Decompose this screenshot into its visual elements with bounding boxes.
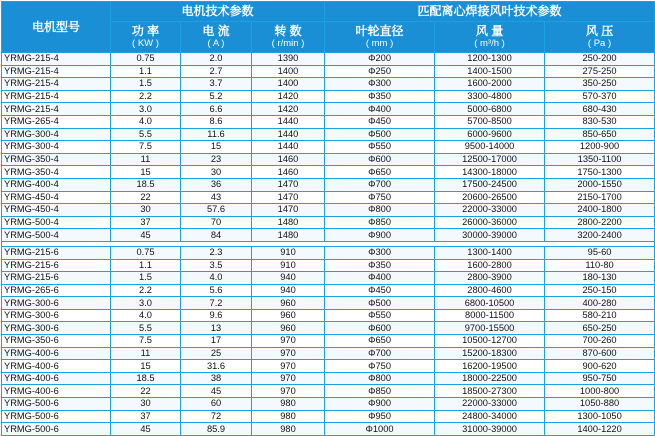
cell-power: 22 <box>111 385 181 398</box>
cell-model: YRMG-215-4 <box>2 65 111 78</box>
cell-model: YRMG-215-4 <box>2 78 111 91</box>
cell-diameter: Φ750 <box>325 191 435 204</box>
header-airflow <box>435 22 545 53</box>
cell-diameter: Φ300 <box>325 246 435 259</box>
cell-pressure: 1300-1050 <box>545 410 655 423</box>
table-row <box>2 347 655 360</box>
cell-power: 30 <box>111 398 181 411</box>
header-current <box>181 22 252 53</box>
cell-airflow: 9700-15500 <box>435 322 545 335</box>
table-row <box>2 272 655 285</box>
cell-airflow: 5000-6800 <box>435 103 545 116</box>
cell-pressure: 1000-800 <box>545 385 655 398</box>
cell-diameter: Φ900 <box>325 229 435 242</box>
cell-current: 7.2 <box>181 297 252 310</box>
cell-airflow: 6800-10500 <box>435 297 545 310</box>
cell-power: 45 <box>111 423 181 436</box>
cell-speed: 1480 <box>252 216 325 229</box>
cell-diameter: Φ500 <box>325 297 435 310</box>
cell-pressure: 400-280 <box>545 297 655 310</box>
cell-speed: 1480 <box>252 229 325 242</box>
cell-pressure: 2400-1800 <box>545 204 655 217</box>
table-row <box>2 372 655 385</box>
table-row <box>2 141 655 154</box>
table-row <box>2 191 655 204</box>
cell-model: YRMG-500-6 <box>2 423 111 436</box>
table-row <box>2 423 655 436</box>
cell-current: 57.6 <box>181 204 252 217</box>
header-power <box>111 22 181 53</box>
cell-power: 2.2 <box>111 90 181 103</box>
table-body <box>2 53 655 436</box>
cell-speed: 1400 <box>252 65 325 78</box>
cell-power: 30 <box>111 204 181 217</box>
cell-power: 3.0 <box>111 297 181 310</box>
cell-model: YRMG-400-6 <box>2 360 111 373</box>
table-row <box>2 204 655 217</box>
cell-airflow: 1400-1500 <box>435 65 545 78</box>
cell-diameter: Φ450 <box>325 284 435 297</box>
cell-current: 6.6 <box>181 103 252 116</box>
cell-pressure: 250-200 <box>545 53 655 66</box>
cell-airflow: 18500-27300 <box>435 385 545 398</box>
motor-spec-table <box>1 1 655 436</box>
cell-power: 22 <box>111 191 181 204</box>
table-row <box>2 178 655 191</box>
cell-model: YRMG-300-4 <box>2 141 111 154</box>
cell-airflow: 24800-34000 <box>435 410 545 423</box>
cell-current: 11.6 <box>181 128 252 141</box>
cell-power: 3.0 <box>111 103 181 116</box>
cell-pressure: 580-210 <box>545 309 655 322</box>
cell-pressure: 850-650 <box>545 128 655 141</box>
cell-model: YRMG-400-6 <box>2 347 111 360</box>
cell-power: 11 <box>111 347 181 360</box>
cell-power: 18.5 <box>111 372 181 385</box>
cell-model: YRMG-400-6 <box>2 372 111 385</box>
table-row <box>2 322 655 335</box>
cell-airflow: 9500-14000 <box>435 141 545 154</box>
cell-speed: 970 <box>252 372 325 385</box>
cell-airflow: 1200-1300 <box>435 53 545 66</box>
table-row <box>2 229 655 242</box>
table-row <box>2 297 655 310</box>
cell-pressure: 650-250 <box>545 322 655 335</box>
cell-diameter: Φ200 <box>325 53 435 66</box>
cell-diameter: Φ550 <box>325 309 435 322</box>
cell-diameter: Φ650 <box>325 335 435 348</box>
cell-airflow: 12500-17000 <box>435 153 545 166</box>
cell-current: 4.0 <box>181 272 252 285</box>
cell-pressure: 900-620 <box>545 360 655 373</box>
header-power-label: 功 率 <box>131 24 160 38</box>
cell-pressure: 700-260 <box>545 335 655 348</box>
cell-pressure: 350-250 <box>545 78 655 91</box>
cell-power: 15 <box>111 360 181 373</box>
cell-pressure: 1350-1100 <box>545 153 655 166</box>
cell-pressure: 180-130 <box>545 272 655 285</box>
cell-pressure: 95-60 <box>545 246 655 259</box>
cell-power: 18.5 <box>111 178 181 191</box>
cell-pressure: 1050-880 <box>545 398 655 411</box>
header-diameter-unit: ( mm ) <box>365 38 394 49</box>
cell-airflow: 22000-33000 <box>435 204 545 217</box>
table-row <box>2 246 655 259</box>
cell-current: 84 <box>181 229 252 242</box>
header-speed <box>252 22 325 53</box>
cell-current: 9.6 <box>181 309 252 322</box>
table-row <box>2 216 655 229</box>
cell-current: 60 <box>181 398 252 411</box>
cell-speed: 970 <box>252 385 325 398</box>
cell-current: 2.3 <box>181 246 252 259</box>
cell-current: 85.9 <box>181 423 252 436</box>
cell-airflow: 5700-8500 <box>435 115 545 128</box>
cell-current: 72 <box>181 410 252 423</box>
cell-power: 37 <box>111 410 181 423</box>
table-row <box>2 115 655 128</box>
cell-model: YRMG-450-4 <box>2 191 111 204</box>
cell-current: 25 <box>181 347 252 360</box>
cell-diameter: Φ300 <box>325 78 435 91</box>
cell-model: YRMG-215-6 <box>2 259 111 272</box>
header-pressure-label: 风 压 <box>585 24 614 38</box>
cell-current: 38 <box>181 372 252 385</box>
cell-diameter: Φ400 <box>325 272 435 285</box>
cell-current: 15 <box>181 141 252 154</box>
table-row <box>2 53 655 66</box>
table-row <box>2 360 655 373</box>
cell-current: 5.6 <box>181 284 252 297</box>
cell-speed: 970 <box>252 335 325 348</box>
cell-diameter: Φ900 <box>325 398 435 411</box>
table-row <box>2 78 655 91</box>
table-row <box>2 103 655 116</box>
cell-model: YRMG-300-6 <box>2 309 111 322</box>
cell-power: 1.1 <box>111 65 181 78</box>
table-row <box>2 410 655 423</box>
header-power-unit: ( KW ) <box>132 38 159 49</box>
table-row <box>2 128 655 141</box>
table-row <box>2 284 655 297</box>
cell-current: 45 <box>181 385 252 398</box>
cell-speed: 970 <box>252 347 325 360</box>
cell-current: 43 <box>181 191 252 204</box>
cell-model: YRMG-450-4 <box>2 204 111 217</box>
cell-model: YRMG-500-4 <box>2 229 111 242</box>
cell-power: 4.0 <box>111 115 181 128</box>
table-row <box>2 65 655 78</box>
cell-current: 36 <box>181 178 252 191</box>
cell-speed: 910 <box>252 246 325 259</box>
cell-diameter: Φ350 <box>325 90 435 103</box>
cell-speed: 960 <box>252 297 325 310</box>
cell-speed: 1420 <box>252 103 325 116</box>
cell-speed: 1470 <box>252 178 325 191</box>
cell-airflow: 1600-2000 <box>435 78 545 91</box>
cell-power: 5.5 <box>111 322 181 335</box>
cell-model: YRMG-215-6 <box>2 272 111 285</box>
cell-current: 17 <box>181 335 252 348</box>
cell-current: 30 <box>181 166 252 179</box>
cell-diameter: Φ400 <box>325 103 435 116</box>
header-current-unit: ( A ) <box>207 38 225 49</box>
cell-airflow: 20600-26500 <box>435 191 545 204</box>
cell-pressure: 870-600 <box>545 347 655 360</box>
cell-diameter: Φ700 <box>325 347 435 360</box>
table-row <box>2 335 655 348</box>
cell-speed: 1460 <box>252 166 325 179</box>
cell-speed: 1470 <box>252 204 325 217</box>
cell-power: 1.5 <box>111 78 181 91</box>
cell-power: 1.5 <box>111 272 181 285</box>
cell-pressure: 830-530 <box>545 115 655 128</box>
cell-power: 5.5 <box>111 128 181 141</box>
table-row <box>2 309 655 322</box>
cell-power: 0.75 <box>111 246 181 259</box>
cell-model: YRMG-400-4 <box>2 178 111 191</box>
table-header <box>2 2 655 53</box>
cell-diameter: Φ450 <box>325 115 435 128</box>
header-diameter-label: 叶轮直径 <box>355 24 404 38</box>
cell-model: YRMG-300-6 <box>2 297 111 310</box>
cell-speed: 910 <box>252 259 325 272</box>
cell-diameter: Φ950 <box>325 410 435 423</box>
cell-pressure: 680-430 <box>545 103 655 116</box>
header-pressure-unit: ( Pa ) <box>587 38 612 49</box>
table-row <box>2 90 655 103</box>
cell-model: YRMG-265-4 <box>2 115 111 128</box>
header-model: 电机型号 <box>2 2 111 53</box>
cell-airflow: 18000-22500 <box>435 372 545 385</box>
cell-airflow: 26000-36000 <box>435 216 545 229</box>
table-row <box>2 166 655 179</box>
cell-diameter: Φ500 <box>325 128 435 141</box>
cell-current: 3.7 <box>181 78 252 91</box>
cell-airflow: 8000-11500 <box>435 309 545 322</box>
cell-model: YRMG-500-6 <box>2 398 111 411</box>
cell-pressure: 2800-2200 <box>545 216 655 229</box>
cell-model: YRMG-500-6 <box>2 410 111 423</box>
cell-model: YRMG-350-4 <box>2 166 111 179</box>
cell-speed: 1470 <box>252 191 325 204</box>
cell-pressure: 110-80 <box>545 259 655 272</box>
cell-airflow: 2800-4600 <box>435 284 545 297</box>
cell-model: YRMG-215-4 <box>2 103 111 116</box>
cell-speed: 960 <box>252 309 325 322</box>
cell-airflow: 31000-39000 <box>435 423 545 436</box>
cell-pressure: 2000-1550 <box>545 178 655 191</box>
cell-current: 8.6 <box>181 115 252 128</box>
header-airflow-label: 风 量 <box>475 24 504 38</box>
cell-speed: 970 <box>252 360 325 373</box>
cell-speed: 1440 <box>252 115 325 128</box>
cell-pressure: 275-250 <box>545 65 655 78</box>
cell-pressure: 950-750 <box>545 372 655 385</box>
cell-model: YRMG-300-4 <box>2 128 111 141</box>
header-pressure <box>545 22 655 53</box>
cell-model: YRMG-300-6 <box>2 322 111 335</box>
cell-model: YRMG-215-4 <box>2 53 111 66</box>
cell-pressure: 2150-1700 <box>545 191 655 204</box>
header-fan-group: 匹配离心焊接风叶技术参数 <box>325 2 655 22</box>
cell-speed: 940 <box>252 284 325 297</box>
cell-diameter: Φ850 <box>325 385 435 398</box>
cell-airflow: 22000-33000 <box>435 398 545 411</box>
cell-power: 2.2 <box>111 284 181 297</box>
cell-diameter: Φ600 <box>325 322 435 335</box>
cell-airflow: 1600-2800 <box>435 259 545 272</box>
cell-diameter: Φ350 <box>325 259 435 272</box>
header-current-label: 电 流 <box>202 24 230 38</box>
cell-speed: 1460 <box>252 153 325 166</box>
cell-airflow: 17500-24500 <box>435 178 545 191</box>
cell-power: 15 <box>111 166 181 179</box>
cell-speed: 1400 <box>252 78 325 91</box>
cell-diameter: Φ650 <box>325 166 435 179</box>
header-speed-label: 转 数 <box>274 24 302 38</box>
cell-current: 2.7 <box>181 65 252 78</box>
cell-airflow: 30000-39000 <box>435 229 545 242</box>
cell-speed: 960 <box>252 322 325 335</box>
cell-current: 31.6 <box>181 360 252 373</box>
cell-diameter: Φ1000 <box>325 423 435 436</box>
cell-current: 3.5 <box>181 259 252 272</box>
cell-model: YRMG-215-6 <box>2 246 111 259</box>
cell-speed: 940 <box>252 272 325 285</box>
cell-airflow: 1300-1400 <box>435 246 545 259</box>
cell-speed: 1440 <box>252 128 325 141</box>
cell-airflow: 2800-3900 <box>435 272 545 285</box>
cell-speed: 1420 <box>252 90 325 103</box>
cell-speed: 980 <box>252 410 325 423</box>
cell-speed: 1390 <box>252 53 325 66</box>
cell-model: YRMG-500-4 <box>2 216 111 229</box>
cell-diameter: Φ750 <box>325 360 435 373</box>
cell-current: 13 <box>181 322 252 335</box>
cell-power: 0.75 <box>111 53 181 66</box>
cell-power: 4.0 <box>111 309 181 322</box>
cell-pressure: 1200-900 <box>545 141 655 154</box>
cell-power: 37 <box>111 216 181 229</box>
cell-power: 45 <box>111 229 181 242</box>
table-row <box>2 385 655 398</box>
cell-diameter: Φ700 <box>325 178 435 191</box>
cell-current: 70 <box>181 216 252 229</box>
cell-power: 11 <box>111 153 181 166</box>
cell-airflow: 10500-12700 <box>435 335 545 348</box>
cell-model: YRMG-215-4 <box>2 90 111 103</box>
cell-diameter: Φ850 <box>325 216 435 229</box>
table-row <box>2 153 655 166</box>
header-airflow-unit: ( m³/h ) <box>474 38 505 49</box>
cell-airflow: 14300-18000 <box>435 166 545 179</box>
header-motor-group: 电机技术参数 <box>111 2 325 22</box>
cell-pressure: 3200-2400 <box>545 229 655 242</box>
cell-diameter: Φ550 <box>325 141 435 154</box>
cell-airflow: 15200-18300 <box>435 347 545 360</box>
cell-speed: 980 <box>252 398 325 411</box>
cell-pressure: 1400-1220 <box>545 423 655 436</box>
cell-diameter: Φ800 <box>325 204 435 217</box>
header-diameter <box>325 22 435 53</box>
cell-current: 2.0 <box>181 53 252 66</box>
cell-airflow: 16200-19500 <box>435 360 545 373</box>
cell-diameter: Φ800 <box>325 372 435 385</box>
cell-model: YRMG-400-6 <box>2 385 111 398</box>
cell-power: 7.5 <box>111 335 181 348</box>
cell-diameter: Φ600 <box>325 153 435 166</box>
header-speed-unit: ( r/min ) <box>271 38 305 49</box>
table-row <box>2 259 655 272</box>
cell-pressure: 250-150 <box>545 284 655 297</box>
cell-airflow: 3300-4800 <box>435 90 545 103</box>
cell-current: 5.2 <box>181 90 252 103</box>
cell-airflow: 6000-9600 <box>435 128 545 141</box>
cell-power: 1.1 <box>111 259 181 272</box>
cell-power: 7.5 <box>111 141 181 154</box>
cell-diameter: Φ250 <box>325 65 435 78</box>
cell-current: 23 <box>181 153 252 166</box>
cell-pressure: 570-370 <box>545 90 655 103</box>
cell-speed: 1440 <box>252 141 325 154</box>
cell-speed: 980 <box>252 423 325 436</box>
cell-pressure: 1750-1300 <box>545 166 655 179</box>
cell-model: YRMG-265-6 <box>2 284 111 297</box>
cell-model: YRMG-350-4 <box>2 153 111 166</box>
cell-model: YRMG-350-6 <box>2 335 111 348</box>
